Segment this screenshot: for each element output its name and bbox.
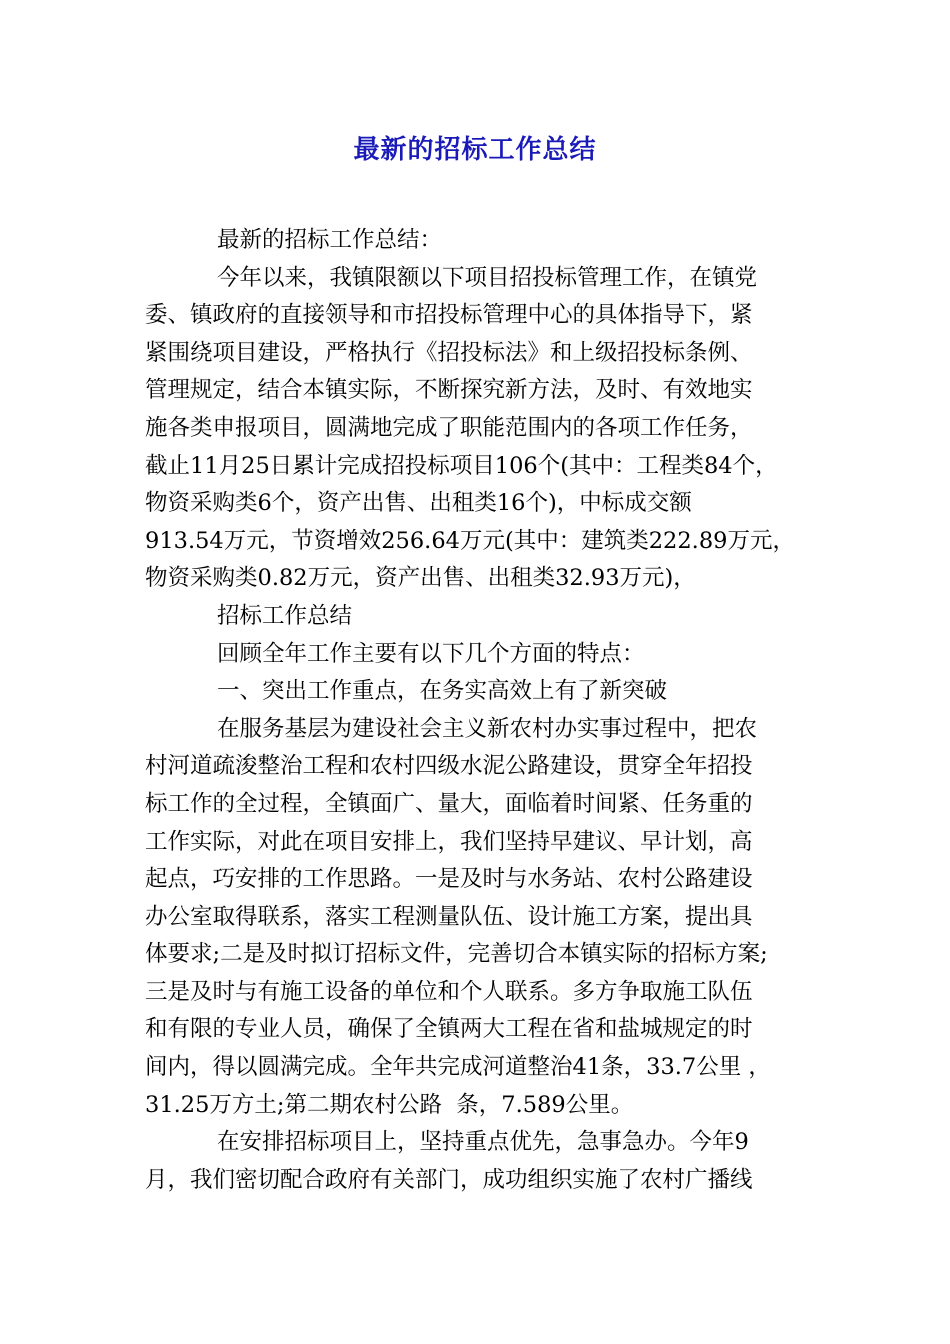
paragraph-line: 起点，巧安排的工作思路。一是及时与水务站、农村公路建设 bbox=[145, 866, 753, 893]
document-title: 最新的招标工作总结 bbox=[353, 135, 597, 165]
paragraph-start-line: 今年以来，我镇限额以下项目招投标管理工作，在镇党 bbox=[217, 264, 758, 291]
paragraph-line: 村河道疏浚整治工程和农村四级水泥公路建设，贯穿全年招投 bbox=[145, 753, 753, 780]
paragraph-line: 标工作的全过程，全镇面广、量大，面临着时间紧、任务重的 bbox=[145, 790, 753, 817]
paragraph-line: 913.54万元，节资增效256.64万元(其中：建筑类222.89万元， bbox=[145, 527, 795, 554]
paragraph-start-line: 最新的招标工作总结： bbox=[217, 227, 443, 253]
paragraph-line: 管理规定，结合本镇实际，不断探究新方法，及时、有效地实 bbox=[145, 377, 753, 404]
paragraph-line: 31.25万方土;第二期农村公路 条，7.589公里。 bbox=[145, 1091, 634, 1118]
paragraph-line: 和有限的专业人员，确保了全镇两大工程在省和盐城规定的时 bbox=[145, 1016, 753, 1043]
paragraph-start-line: 在安排招标项目上，坚持重点优先，急事急办。今年9 bbox=[217, 1129, 749, 1156]
paragraph-line: 紧围绕项目建设，严格执行《招投标法》和上级招投标条例、 bbox=[145, 339, 753, 366]
paragraph-line: 物资采购类6个，资产出售、出租类16个)，中标成交额 bbox=[145, 490, 692, 517]
paragraph-line: 委、镇政府的直接领导和市招投标管理中心的具体指导下，紧 bbox=[145, 302, 753, 329]
paragraph-start-line: 回顾全年工作主要有以下几个方面的特点： bbox=[217, 640, 645, 667]
paragraph-line: 间内，得以圆满完成。全年共完成河道整治41条，33.7公里 ， bbox=[145, 1054, 771, 1081]
paragraph-line: 三是及时与有施工设备的单位和个人联系。多方争取施工队伍 bbox=[145, 978, 753, 1005]
paragraph-line: 办公室取得联系，落实工程测量队伍、设计施工方案，提出具 bbox=[145, 903, 753, 930]
paragraph-start-line: 招标工作总结 bbox=[217, 602, 353, 629]
paragraph-line: 截止11月25日累计完成招投标项目106个(其中：工程类84个， bbox=[145, 452, 778, 479]
document-body bbox=[145, 222, 805, 1199]
paragraph-line: 施各类申报项目，圆满地完成了职能范围内的各项工作任务， bbox=[145, 414, 753, 441]
paragraph-line: 体要求;二是及时拟订招标文件，完善切合本镇实际的招标方案; bbox=[145, 941, 768, 968]
paragraph-start-line: 一、突出工作重点，在务实高效上有了新突破 bbox=[217, 678, 668, 705]
paragraph-line: 月，我们密切配合政府有关部门，成功组织实施了农村广播线 bbox=[145, 1166, 753, 1193]
paragraph-line: 工作实际，对此在项目安排上，我们坚持早建议、早计划，高 bbox=[145, 828, 753, 855]
paragraph-start-line: 在服务基层为建设社会主义新农村办实事过程中，把农 bbox=[217, 715, 758, 742]
paragraph-line: 物资采购类0.82万元，资产出售、出租类32.93万元)， bbox=[145, 565, 696, 592]
